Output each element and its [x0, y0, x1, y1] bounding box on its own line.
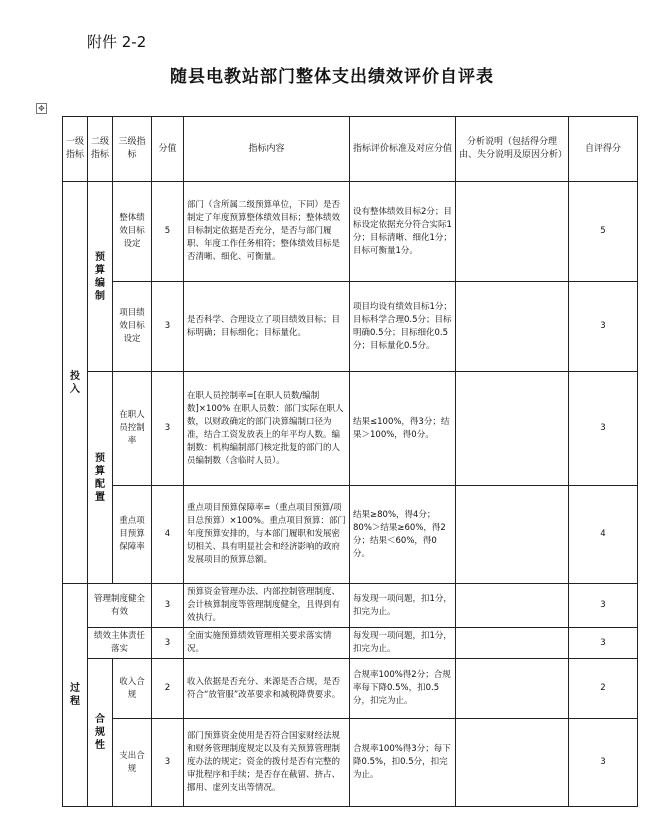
standard-cell: 合规率100%得3分；每下降0.5%，扣0.5分，扣完为止。	[350, 719, 456, 807]
level2-cell: 管理制度健全有效	[88, 584, 152, 628]
standard-cell: 每发现一项问题，扣1分，扣完为止。	[350, 584, 456, 628]
table-row	[63, 628, 638, 659]
score-cell: 3	[152, 628, 184, 659]
score-cell: 3	[152, 282, 184, 372]
content-cell: 是否科学、合理设立了项目绩效目标；目标明确；目标细化；目标量化。	[184, 282, 350, 372]
self-score-cell: 3	[569, 372, 638, 486]
level3-cell: 项目绩效目标设定	[113, 282, 152, 372]
col-header-standard: 指标评价标准及对应分值	[350, 117, 456, 182]
evaluation-table	[62, 116, 638, 807]
group-compliance: 合 规 性	[88, 659, 113, 807]
standard-cell: 合规率100%得2分；合规率每下降0.5%，扣0.5分，扣完为止。	[350, 659, 456, 719]
content-cell: 部门（含所属二级预算单位，下同）是否制定了年度预算整体绩效目标；整体绩效目标制定依据是否充分，是否与部门履职、年度工作任务相符；整体绩效目标是否清晰、细化、可衡量。	[184, 182, 350, 282]
score-cell: 4	[152, 486, 184, 584]
table-row	[63, 282, 638, 372]
group-input: 投 入	[63, 182, 88, 584]
analysis-cell[interactable]	[456, 372, 569, 486]
analysis-cell[interactable]	[456, 659, 569, 719]
table-row	[63, 486, 638, 584]
group-budget-compile: 预 算 编 制	[88, 182, 113, 372]
col-header-analysis: 分析说明（包括得分理由、失分说明及原因分析）	[456, 117, 569, 182]
level3-cell: 收入合规	[113, 659, 152, 719]
score-cell: 3	[152, 719, 184, 807]
level3-cell: 在职人员控制率	[113, 372, 152, 486]
self-score-cell: 3	[569, 628, 638, 659]
content-cell: 在职人员控制率=[在职人员数/编制数]×100% 在职人员数：部门实际在职人数，以财政确定的部门决算编制口径为准，结合工资发放表上的年平均人数。编制数：机构编制部门核定批复的部门的人员编制数（含临时人员）。	[184, 372, 350, 486]
table-row	[63, 719, 638, 807]
score-cell: 2	[152, 659, 184, 719]
col-header-score: 分值	[152, 117, 184, 182]
self-score-cell: 2	[569, 659, 638, 719]
standard-cell: 结果≥80%，得4分；80%＞结果≥60%，得2分；结果＜60%，得0分。	[350, 486, 456, 584]
self-score-cell: 4	[569, 486, 638, 584]
analysis-cell[interactable]	[456, 282, 569, 372]
standard-cell: 每发现一项问题，扣1分，扣完为止。	[350, 628, 456, 659]
page-title: 随县电教站部门整体支出绩效评价自评表	[170, 67, 494, 87]
content-cell: 预算资金管理办法、内部控制管理制度、会计核算制度等管理制度健全，且得到有效执行。	[184, 584, 350, 628]
table-move-handle-icon[interactable]: ✥	[36, 103, 47, 114]
standard-cell: 项目均设有绩效目标1分；目标科学合理0.5分；目标明确0.5分；目标细化0.5分；目标量化0.5分。	[350, 282, 456, 372]
level3-cell: 整体绩效目标设定	[113, 182, 152, 282]
col-header-level1: 一级指标	[63, 117, 88, 182]
analysis-cell[interactable]	[456, 719, 569, 807]
level3-cell: 支出合规	[113, 719, 152, 807]
score-cell: 5	[152, 182, 184, 282]
content-cell: 收入依据是否充分、来源是否合规，是否符合“放管服”改革要求和减税降费要求。	[184, 659, 350, 719]
standard-cell: 结果≤100%，得3分；结果＞100%，得0分。	[350, 372, 456, 486]
attachment-label: 附件 2-2	[87, 33, 147, 51]
self-score-cell: 3	[569, 719, 638, 807]
self-score-cell: 3	[569, 282, 638, 372]
score-cell: 3	[152, 372, 184, 486]
standard-cell: 设有整体绩效目标2分；目标设定依据充分符合实际1分；目标清晰、细化1分；目标可衡量1分。	[350, 182, 456, 282]
table-row	[63, 659, 638, 719]
col-header-level3: 三级指标	[113, 117, 152, 182]
analysis-cell[interactable]	[456, 584, 569, 628]
score-cell: 3	[152, 584, 184, 628]
group-budget-config: 预 算 配 置	[88, 372, 113, 584]
level3-cell: 重点项目预算保障率	[113, 486, 152, 584]
self-score-cell: 5	[569, 182, 638, 282]
analysis-cell[interactable]	[456, 628, 569, 659]
table-header-row	[63, 117, 638, 182]
col-header-self-score: 自评得分	[569, 117, 638, 182]
table-row	[63, 182, 638, 282]
content-cell: 部门预算资金使用是否符合国家财经法规和财务管理制度规定以及有关预算管理制度办法的规定；资金的拨付是否有完整的审批程序和手续；是否存在截留、挤占、挪用、虚列支出等情况。	[184, 719, 350, 807]
table-row	[63, 584, 638, 628]
col-header-level2: 二级指标	[88, 117, 113, 182]
analysis-cell[interactable]	[456, 182, 569, 282]
group-process: 过 程	[63, 584, 88, 807]
self-score-cell: 3	[569, 584, 638, 628]
table-row	[63, 372, 638, 486]
col-header-content: 指标内容	[184, 117, 350, 182]
analysis-cell[interactable]	[456, 486, 569, 584]
level2-cell: 绩效主体责任落实	[88, 628, 152, 659]
content-cell: 重点项目预算保障率=（重点项目预算/项目总预算）×100%。重点项目预算：部门年度预算安排的，与本部门履职和发展密切相关、具有明显社会和经济影响的政府发展项目的预算总额。	[184, 486, 350, 584]
content-cell: 全面实施预算绩效管理相关要求落实情况。	[184, 628, 350, 659]
